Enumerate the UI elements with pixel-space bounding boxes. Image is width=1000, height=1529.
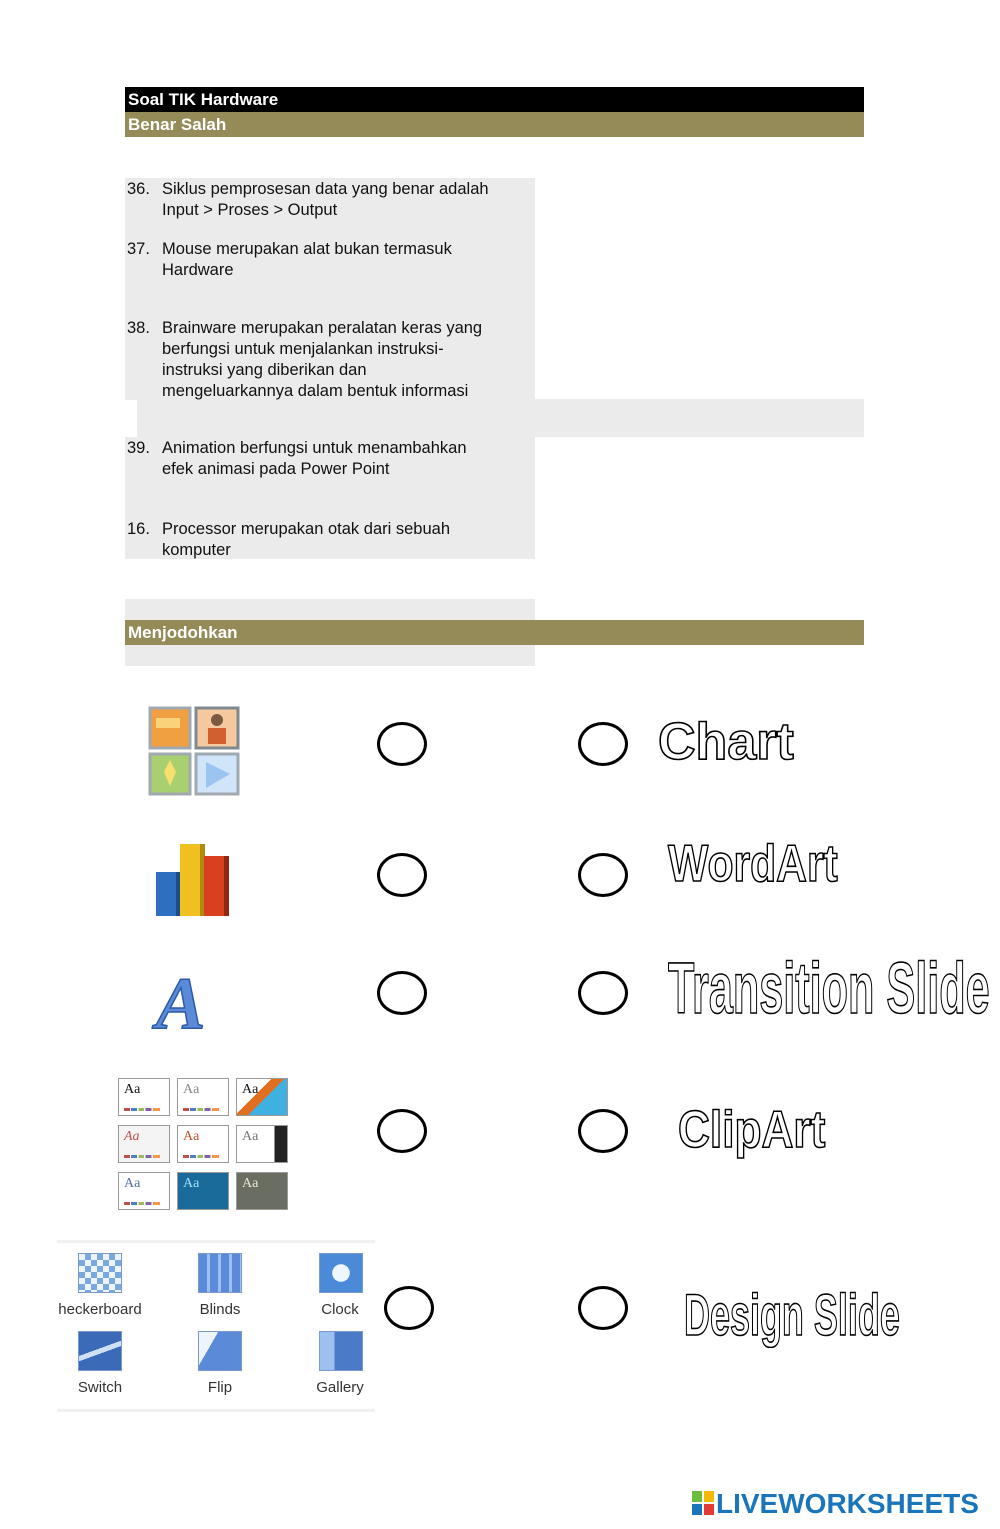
worksheet-title: Soal TIK Hardware [125,87,864,112]
theme-tile: Aa [236,1078,288,1116]
transition-label: Switch [77,1379,123,1396]
transition-label: heckerboard [58,1301,142,1318]
section-benar-salah: Benar Salah [125,112,864,137]
question-16 [127,519,527,561]
transition-label: Clock [321,1301,359,1318]
clipart-icon [148,706,244,800]
question-number: 39. [127,439,150,457]
question-text: berfungsi untuk menjalankan instruksi- [162,340,444,358]
question-background [125,599,535,620]
answer-clipart: ClipArt [678,1101,826,1159]
liveworksheets-logo-icon [692,1491,714,1515]
answer-chart: Chart [658,713,794,771]
match-left-dot-2[interactable] [377,853,427,897]
question-text: instruksi yang diberikan dan [162,361,367,379]
blinds-icon [198,1253,242,1293]
match-left-dot-1[interactable] [377,722,427,766]
match-right-dot-4[interactable] [578,1109,628,1153]
question-36 [127,179,527,221]
clock-icon [319,1253,363,1293]
theme-tile: Aa [118,1172,170,1210]
theme-tile: Aa [177,1078,229,1116]
wordart-icon [150,962,220,1036]
question-text: Animation berfungsi untuk menambahkan [162,439,467,457]
question-background [137,399,864,437]
question-text: Input > Proses > Output [162,201,338,219]
question-text: Brainware merupakan peralatan keras yang [162,319,483,337]
question-number: 16. [127,520,150,538]
section-menjodohkan: Menjodohkan [125,620,864,645]
transition-label: Gallery [316,1379,364,1396]
theme-tile: Aa [236,1125,288,1163]
match-right-dot-2[interactable] [578,853,628,897]
question-text: efek animasi pada Power Point [162,460,390,478]
flip-icon [198,1331,242,1371]
match-right-dot-5[interactable] [578,1286,628,1330]
checkerboard-icon [78,1253,122,1293]
theme-tile: Aa [177,1125,229,1163]
question-text: Hardware [162,261,234,279]
match-right-dot-3[interactable] [578,971,628,1015]
question-text: Processor merupakan otak dari sebuah [162,520,450,538]
answer-wordart: WordArt [668,835,838,893]
question-text: Siklus pemprosesan data yang benar adalah [162,180,489,198]
liveworksheets-brand: LIVEWORKSHEETS [716,1488,979,1519]
question-text: komputer [162,541,231,559]
transition-label: Blinds [199,1301,241,1318]
question-37 [127,239,527,281]
match-left-dot-4[interactable] [377,1109,427,1153]
question-39 [127,438,527,480]
svg-text:A: A [156,963,206,1036]
answer-transition-slide: Transition Slide [668,949,990,1029]
design-themes-icon [118,1078,292,1212]
transition-label: Flip [207,1379,233,1396]
transition-gallery [57,1240,375,1412]
match-left-dot-5[interactable] [384,1286,434,1330]
question-text: mengeluarkannya dalam bentuk informasi [162,382,469,400]
chart-icon [150,836,235,922]
switch-icon [78,1331,122,1371]
question-number: 36. [127,180,150,198]
theme-tile: Aa [236,1172,288,1210]
question-background [125,645,535,666]
question-number: 37. [127,240,150,258]
match-right-dot-1[interactable] [578,722,628,766]
match-left-dot-3[interactable] [377,971,427,1015]
theme-tile: Aa [118,1078,170,1116]
theme-tile: Aa [177,1172,229,1210]
question-text: Mouse merupakan alat bukan termasuk [162,240,452,258]
theme-tile: Aa [118,1125,170,1163]
answer-design-slide: Design Slide [684,1283,900,1348]
question-number: 38. [127,319,150,337]
question-38 [127,318,527,402]
gallery-icon [319,1331,363,1371]
